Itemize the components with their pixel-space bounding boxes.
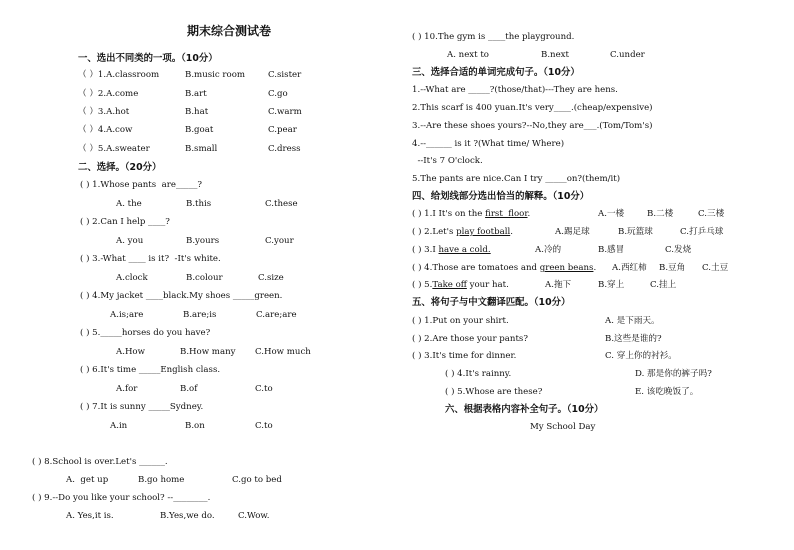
section-4-heading: 四、给划线部分选出恰当的解释。（10分） <box>412 191 590 202</box>
s3-line-4: 4.--______ is it ?(What time/ Where) <box>412 139 565 149</box>
s3-line-2: 2.This scarf is 400 yuan.It's very____.(cheap/expensive) <box>412 103 653 113</box>
s2-q8-option-c: C.go to bed <box>232 475 282 485</box>
s4-q4: ( ) 4.Those are tomatoes and green beans. <box>412 263 597 273</box>
s1-q2: （ ）2.A.come <box>78 89 139 99</box>
section-5-heading: 五、将句子与中文翻译匹配。（10分） <box>412 297 571 308</box>
s2-q5-option-a: A.How <box>116 347 145 357</box>
s2-q5: ( ) 5._____horses do you have? <box>80 328 211 338</box>
s4-q4-option-c: C.土豆 <box>702 263 729 273</box>
page-title: 期末综合测试卷 <box>187 24 272 38</box>
s1-q1-option-c: C.sister <box>268 70 302 80</box>
s1-q5-option-c: C.dress <box>268 144 301 154</box>
s1-q5: （ ）5.A.sweater <box>78 144 150 154</box>
s5-answer-c: C. 穿上你的衬衫。 <box>605 351 677 361</box>
s2-q6-option-c: C.to <box>255 384 273 394</box>
s4-q5: ( ) 5.Take off your hat. <box>412 280 509 290</box>
s2-q5-option-b: B.How many <box>180 347 236 357</box>
section-2-heading: 二、选择。（20分） <box>78 162 162 173</box>
s4-q1-option-b: B.二楼 <box>647 209 674 219</box>
s4-q2-option-c: C.打乒乓球 <box>680 227 724 237</box>
s4-q1-option-a: A.一楼 <box>598 209 625 219</box>
s5-answer-a: A. 是下雨天。 <box>605 316 660 326</box>
s4-q3-underlined: have a cold. <box>438 245 491 255</box>
s2-q4-option-a: A.is;are <box>110 310 144 320</box>
s5-q5: ( ) 5.Whose are these? <box>445 387 543 397</box>
s2-q8-option-b: B.go home <box>138 475 185 485</box>
s4-q2-option-a: A.踢足球 <box>555 227 590 237</box>
s1-q1: （ ）1.A.classroom <box>78 70 160 80</box>
s4-q5-option-a: A.拖下 <box>545 280 572 290</box>
s2-q7: ( ) 7.It is sunny _____Sydney. <box>80 402 204 412</box>
s2-q6-option-a: A.for <box>116 384 138 394</box>
s4-q3-option-b: B.感冒 <box>598 245 625 255</box>
s4-q1: ( ) 1.I It's on the first floor. <box>412 209 531 219</box>
s4-q3-option-c: C.发烧 <box>665 245 692 255</box>
s1-q3: （ ）3.A.hot <box>78 107 130 117</box>
s4-q2-underlined: play football <box>456 227 511 237</box>
s5-answer-b: B.这些是谁的? <box>605 334 662 344</box>
s2-q3-option-b: B.colour <box>186 273 223 283</box>
s2-q1: ( ) 1.Whose pants are_____? <box>80 180 203 190</box>
s2-q9-option-a: A. Yes,it is. <box>66 511 114 521</box>
s4-q5-option-c: C.挂上 <box>650 280 677 290</box>
s3-line-5: 5.The pants are nice.Can I try _____on?(them/it) <box>412 174 621 184</box>
s2-q4: ( ) 4.My jacket ____black.My shoes _____green. <box>80 291 283 301</box>
s2-q2: ( ) 2.Can I help ____? <box>80 217 170 227</box>
s4-q5-option-b: B.穿上 <box>598 280 625 290</box>
s4-q5-underlined: Take off <box>432 280 467 290</box>
s5-answer-d: D. 那是你的裤子吗? <box>635 369 712 379</box>
section-3-heading: 三、选择合适的单词完成句子。（10分） <box>412 67 580 78</box>
s5-answer-e: E. 该吃晚饭了。 <box>635 387 699 397</box>
s1-q1-option-b: B.music room <box>185 70 246 80</box>
section-6-heading: 六、根据表格内容补全句子。（10分） <box>445 404 604 415</box>
s2-q10: ( ) 10.The gym is ____the playground. <box>412 32 575 42</box>
s2-q1-option-b: B.this <box>186 199 212 209</box>
s3-line-1: 1.--What are _____?(those/that)---They are hens. <box>412 85 618 95</box>
s3-line-4-answer: --It's 7 O'clock. <box>412 156 483 166</box>
s4-q1-underlined: first floor <box>485 209 528 219</box>
s2-q1-option-c: C.these <box>265 199 298 209</box>
s1-q4-option-b: B.goat <box>185 125 214 135</box>
s2-q7-option-b: B.on <box>185 421 205 431</box>
s4-q3: ( ) 3.I have a cold. <box>412 245 491 255</box>
s4-q2-option-b: B.玩篮球 <box>618 227 653 237</box>
s2-q2-option-b: B.yours <box>186 236 220 246</box>
s2-q1-option-a: A. the <box>116 199 142 209</box>
s4-q2: ( ) 2.Let's play football. <box>412 227 513 237</box>
s2-q9-option-b: B.Yes,we do. <box>160 511 215 521</box>
s2-q9: ( ) 9.--Do you like your school? --________. <box>32 493 211 503</box>
s2-q6-option-b: B.of <box>180 384 198 394</box>
s4-q4-option-a: A.西红柿 <box>612 263 647 273</box>
s4-q1-option-c: C.三楼 <box>698 209 725 219</box>
section-1-heading: 一、选出不同类的一项。（10分） <box>78 53 218 64</box>
s4-q4-underlined: green beans <box>539 263 594 273</box>
s1-q2-option-c: C.go <box>268 89 288 99</box>
s5-q4: ( ) 4.It's rainny. <box>445 369 512 379</box>
s1-q3-option-b: B.hat <box>185 107 209 117</box>
s1-q2-option-b: B.art <box>185 89 207 99</box>
s2-q10-option-a: A. next to <box>447 50 489 60</box>
s2-q6: ( ) 6.It's time _____English class. <box>80 365 221 375</box>
s2-q3-option-a: A.clock <box>116 273 148 283</box>
s3-line-3: 3.--Are these shoes yours?--No,they are___.(Tom/Tom's) <box>412 121 653 131</box>
s2-q10-option-c: C.under <box>610 50 645 60</box>
s2-q3-option-c: C.size <box>258 273 284 283</box>
s2-q10-option-b: B.next <box>541 50 569 60</box>
s2-q2-option-c: C.your <box>265 236 294 246</box>
s2-q9-option-c: C.Wow. <box>238 511 270 521</box>
s2-q5-option-c: C.How much <box>255 347 311 357</box>
s1-q4: （ ）4.A.cow <box>78 125 133 135</box>
s2-q8: ( ) 8.School is over.Let's ______. <box>32 457 168 467</box>
s5-q1: ( ) 1.Put on your shirt. <box>412 316 509 326</box>
s2-q4-option-b: B.are;is <box>183 310 217 320</box>
table-title: My School Day <box>530 422 596 432</box>
s5-q2: ( ) 2.Are those your pants? <box>412 334 528 344</box>
s2-q7-option-a: A.in <box>110 421 128 431</box>
s1-q4-option-c: C.pear <box>268 125 297 135</box>
s4-q3-option-a: A.冷的 <box>535 245 562 255</box>
s2-q4-option-c: C.are;are <box>256 310 297 320</box>
s2-q2-option-a: A. you <box>116 236 144 246</box>
s4-q4-option-b: B.豆角 <box>659 263 686 273</box>
s2-q7-option-c: C.to <box>255 421 273 431</box>
s1-q3-option-c: C.warm <box>268 107 302 117</box>
s5-q3: ( ) 3.It's time for dinner. <box>412 351 517 361</box>
s2-q8-option-a: A. get up <box>66 475 109 485</box>
s1-q5-option-b: B.small <box>185 144 218 154</box>
s2-q3: ( ) 3.-What ____ is it? -It's white. <box>80 254 221 264</box>
